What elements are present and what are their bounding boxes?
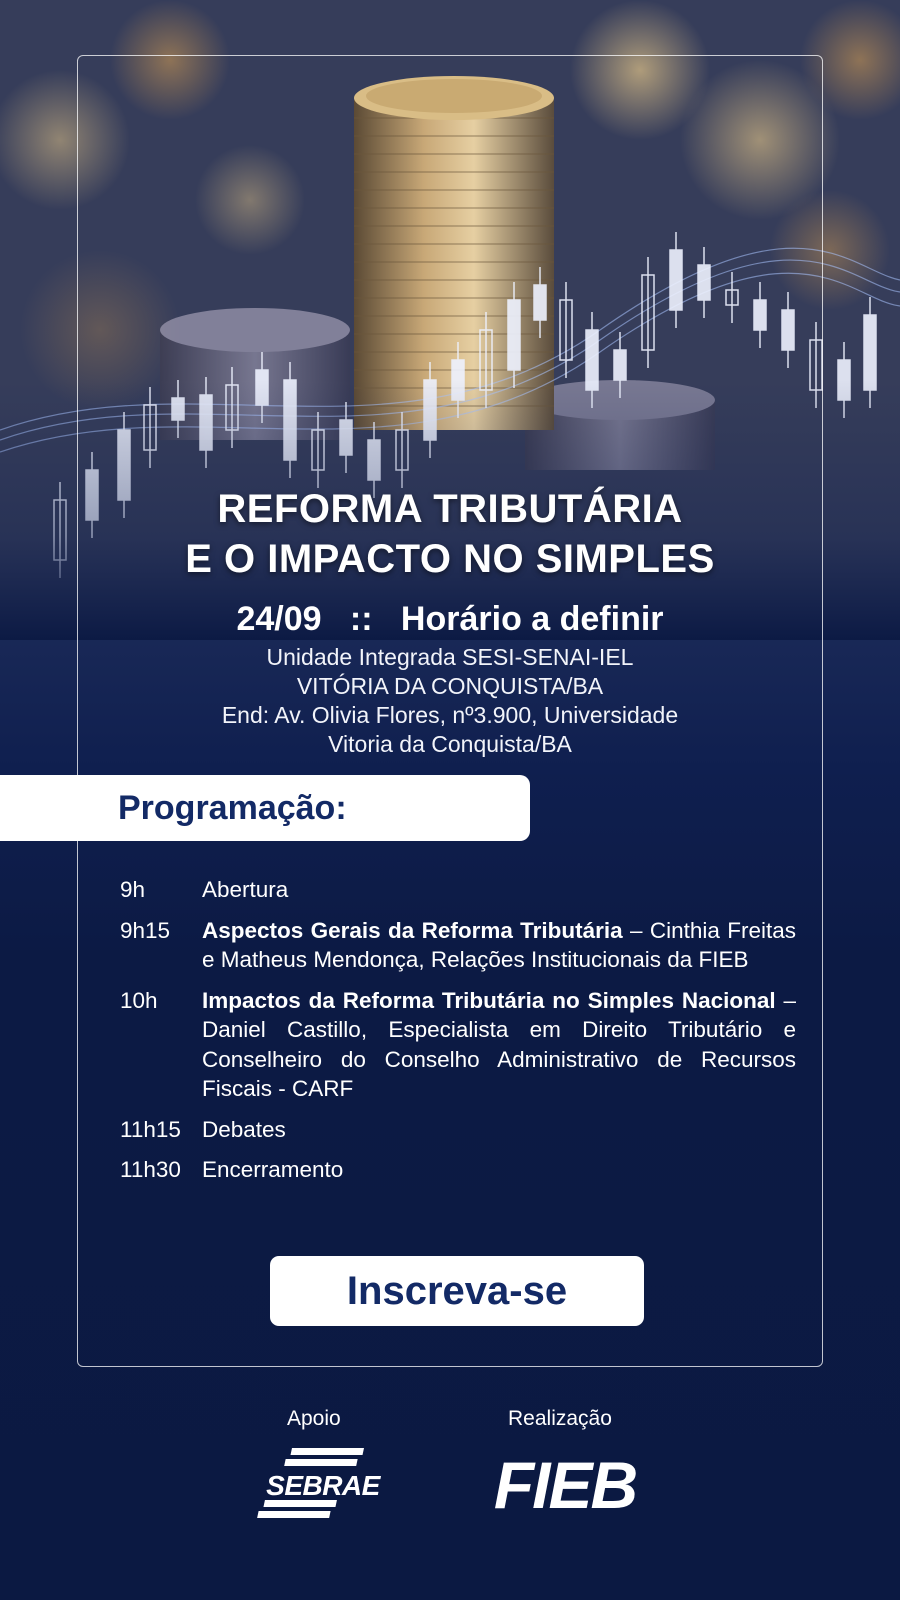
schedule-item: [120, 875, 796, 905]
subscribe-button[interactable]: [270, 1256, 644, 1326]
programacao-heading-tab: [0, 775, 530, 841]
venue-line: End: Av. Olivia Flores, nº3.900, Universidade: [221, 702, 679, 728]
support-label: Apoio: [287, 1407, 341, 1430]
event-title-line2: E O IMPACTO NO SIMPLES: [185, 537, 715, 581]
subscribe-button-label: Inscreva-se: [346, 1269, 568, 1313]
date-separator: ::: [349, 600, 373, 638]
event-time: Horário a definir: [400, 600, 664, 638]
schedule-item: [120, 916, 796, 975]
candle-body: [864, 315, 876, 390]
venue-line: Vitoria da Conquista/BA: [328, 731, 572, 757]
schedule-title: Aspectos Gerais da Reforma Tributária: [202, 917, 623, 943]
schedule-detail: Abertura: [202, 877, 289, 902]
organizer-label: Realização: [508, 1407, 612, 1430]
event-date-time: [0, 598, 900, 640]
schedule-detail: – Daniel Castillo, Especialista em Direito Tributário e Conselheiro do Conselho Administrativo de Recursos Fiscais - CARF: [202, 987, 796, 1101]
event-venue: [0, 643, 900, 759]
event-date: 24/09: [236, 600, 322, 638]
schedule-item: [120, 986, 796, 1104]
schedule-detail: Debates: [202, 1116, 286, 1142]
event-title-line1: REFORMA TRIBUTÁRIA: [217, 487, 683, 531]
schedule-time: 9h15: [120, 917, 171, 943]
programacao-heading: Programação:: [118, 789, 347, 827]
fieb-logo-text: FIEB: [493, 1452, 637, 1516]
sebrae-logo: [256, 1448, 390, 1518]
schedule-list: [120, 875, 796, 1196]
schedule-item: [120, 1155, 796, 1185]
schedule-detail: – Cinthia Freitas e Matheus Mendonça, Relações Institucionais da FIEB: [202, 917, 796, 972]
schedule-item: [120, 1115, 796, 1145]
fieb-logo: [482, 1452, 648, 1516]
schedule-title: Impactos da Reforma Tributária no Simples Nacional: [202, 987, 776, 1013]
schedule-time: 10h: [120, 987, 158, 1013]
venue-line: Unidade Integrada SESI-SENAI-IEL: [266, 644, 634, 670]
schedule-time: 11h30: [120, 1157, 181, 1182]
schedule-time: 11h15: [120, 1116, 181, 1142]
sebrae-logo-text: SEBRAE: [266, 1470, 380, 1501]
schedule-detail: Encerramento: [202, 1157, 344, 1182]
venue-line: VITÓRIA DA CONQUISTA/BA: [296, 673, 604, 699]
schedule-time: 9h: [120, 877, 146, 902]
event-title: [0, 484, 900, 584]
